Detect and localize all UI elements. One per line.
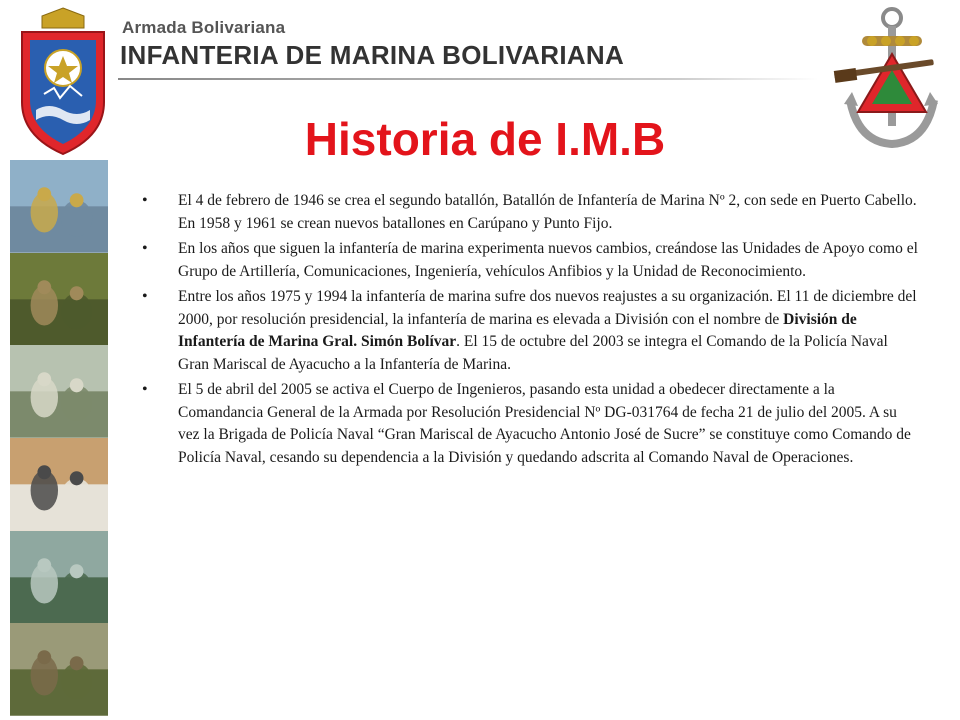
bullet-text: El 4 de febrero de 1946 se crea el segundo batallón, Batallón de Infantería de Marina Nº 2, con sede en Puerto Cabello. En 1958 y 1961 se crean nuevos batallones en Carúpano y Punto Fijo.: [178, 192, 917, 232]
soldiers-photo-icon: [10, 253, 108, 346]
header-divider: [118, 78, 818, 80]
bullet-text: Entre los años 1975 y 1994 la infantería de marina sufre dos nuevos reajustes a su organización. El 11 de diciembre del 2000, por resolución presidencial, la infantería de marina es elevada a División con el nombre de: [178, 288, 917, 328]
history-bullet: [142, 286, 922, 376]
armored-vehicle-photo-icon: [10, 345, 108, 438]
bullet-text: En los años que siguen la infantería de marina experimenta nuevos cambios, creándose las Unidades de Apoyo como el Grupo de Artillería, Comunicaciones, Ingeniería, vehículos Anfibios y la Unidad de Reconocimiento.: [178, 240, 918, 280]
history-bullet-list: [142, 190, 922, 469]
bullet-text: El 5 de abril del 2005 se activa el Cuerpo de Ingenieros, pasando esta unidad a obedecer directamente a la Comandancia General de la Armada por Resolución Presidencial Nº DG-031764 de fecha 21 de julio del 2005. A su vez la Brigada de Policía Naval “Gran Mariscal de Ayacucho Antonio José de Sucre” se constituye como Comando de Policía Naval, cesando su dependencia a la División y quedando adscrita al Comando Naval de Operaciones.: [178, 381, 911, 466]
slide-title: Historia de I.M.B: [304, 113, 666, 165]
history-content: [142, 190, 922, 472]
history-bullet: [142, 190, 922, 235]
history-bullet: [142, 379, 922, 469]
history-bullet: [142, 238, 922, 283]
photo-collage: [10, 160, 108, 716]
gas-mask-photo-icon: [10, 438, 108, 531]
patrol-boat-photo-icon: [10, 531, 108, 624]
mortar-team-photo-icon: [10, 623, 108, 716]
org-name-line2: INFANTERIA DE MARINA BOLIVARIANA: [120, 40, 625, 70]
bullet-text: . El 15 de octubre del 2003 se integra el Comando de la Policía Naval Gran Mariscal de Ayacucho a la Infantería de Marina.: [178, 333, 888, 373]
bold-division-name: División de Infantería de Marina Gral. Simón Bolívar: [178, 310, 857, 350]
org-name-line1: Armada Bolivariana: [122, 18, 286, 37]
amphibious-landing-photo-icon: [10, 160, 108, 253]
